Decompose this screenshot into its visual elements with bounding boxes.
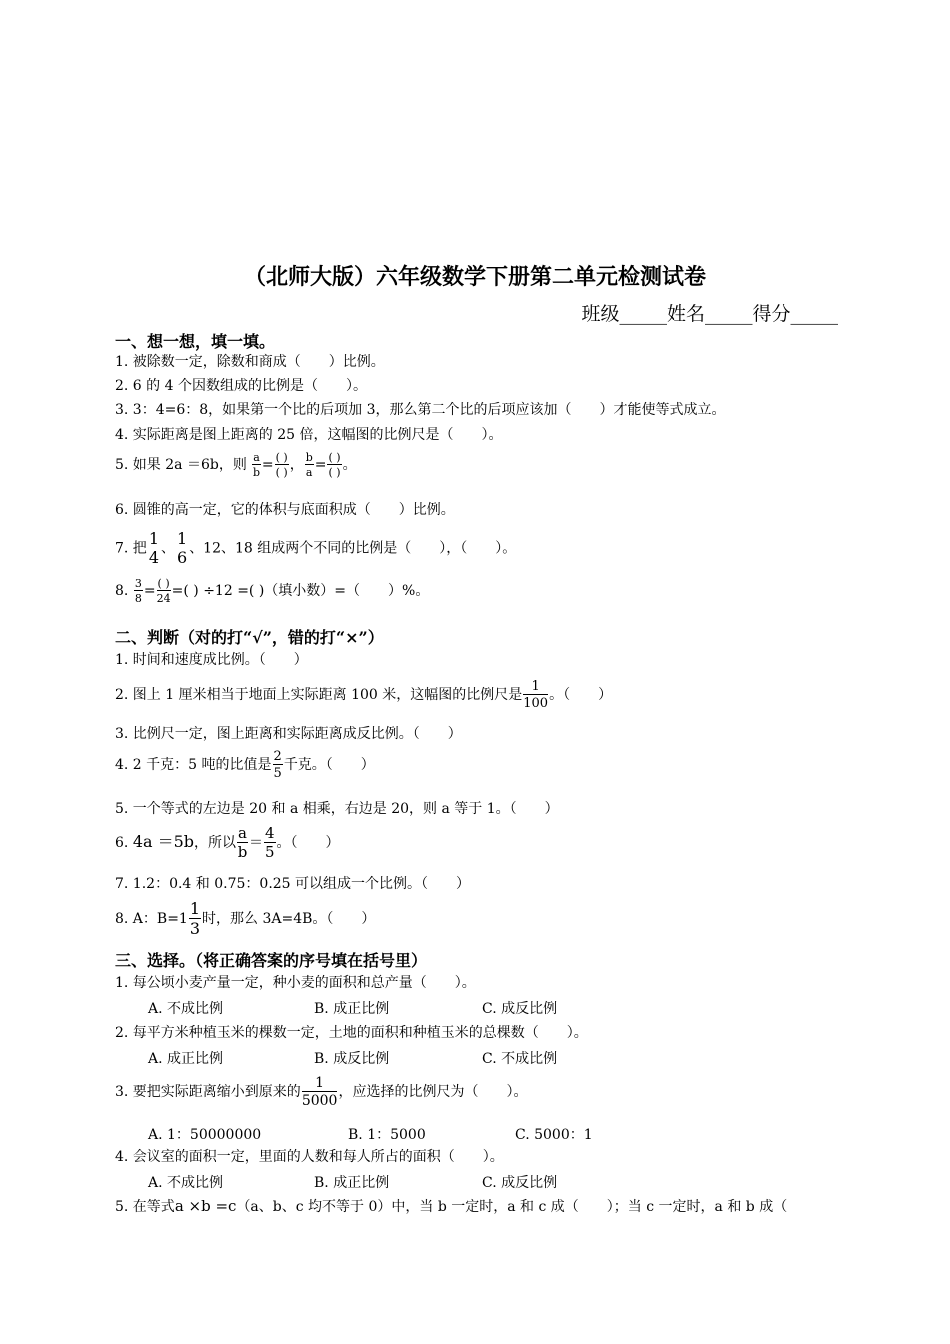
s3q5-rest: （a、b、c 均不等于 0）中，当 b 一定时，a 和 c 成（ ）；当 c 一定时，a 和 b 成（: [236, 1199, 788, 1215]
s3-question-2: 2. 每平方米种植玉米的棵数一定，土地的面积和种植玉米的总棵数（ ）。: [115, 1025, 588, 1041]
s2q6-end: 。（ ）: [276, 835, 340, 851]
s3-question-4: 4. 会议室的面积一定，里面的人数和每人所占的面积（ ）。: [115, 1149, 504, 1165]
s2-question-6: [115, 826, 340, 860]
s2-question-4: [115, 750, 375, 780]
q7-fraction-one-sixth: 1 6: [177, 529, 188, 567]
s2-question-5: 5. 一个等式的左边是 20 和 a 相乘，右边是 20，则 a 等于 1。（ ）: [115, 801, 559, 817]
s2q6-equation: 4a ＝5b: [132, 832, 195, 851]
s2q2-fraction: $\frac{1}{100}$: [523, 679, 549, 711]
q5-blank-fraction-2: $\frac{( )}{( )}$: [328, 451, 341, 479]
s3-question-5: [115, 1196, 840, 1217]
section-3-heading: 三、选择。（将正确答案的序号填在括号里）: [115, 951, 428, 970]
s3-question-1: 1. 每公顷小麦产量一定，种小麦的面积和总产量（ ）。: [115, 975, 476, 991]
s1-question-6: 6. 圆锥的高一定，它的体积与底面积成（ ）比例。: [115, 502, 455, 518]
s2q4-fraction: $\frac{2}{5}$: [273, 749, 282, 781]
q8-prefix: 8.: [115, 583, 129, 599]
s2q6-fraction-four-fifths: $\frac{4}{5}$: [265, 824, 275, 861]
s3q1-option-c: C. 成反比例: [482, 1001, 558, 1017]
s2q8-fraction: $\frac{1}{3}$: [189, 899, 201, 938]
s2q6-mid: ，所以: [194, 835, 237, 851]
s3q5-prefix: 5. 在等式: [115, 1199, 175, 1215]
s1-question-3: 3. 3：4=6：8，如果第一个比的后项加 3，那么第二个比的后项应该加（ ）才能使等式成立。: [115, 402, 726, 418]
q7-rest: 、12、18 组成两个不同的比例是（ ），（ ）。: [189, 540, 517, 557]
s3q3-end: ，应选择的比例尺为（ ）。: [338, 1084, 528, 1100]
s2-question-7: 7. 1.2：0.4 和 0.75：0.25 可以组成一个比例。（ ）: [115, 876, 471, 892]
s3q4-option-c: C. 成反比例: [482, 1175, 558, 1191]
q5-fraction-b-over-a: $\frac{b}{a}$: [305, 451, 313, 479]
s3q3-option-c: C. 5000：1: [515, 1127, 593, 1143]
page-title: （北师大版）六年级数学下册第二单元检测试卷: [243, 264, 706, 290]
s3q1-option-b: B. 成正比例: [314, 1001, 390, 1017]
s2q6-fraction-a-over-b: $\frac{a}{b}$: [237, 824, 248, 861]
s3q4-option-a: A. 不成比例: [148, 1175, 224, 1191]
s2q6-eq-sign: ＝: [249, 835, 263, 851]
q8-rest: =( ) ÷12 =( )（填小数）=（ ）%。: [171, 583, 430, 599]
s3q3-option-a: A. 1：50000000: [148, 1127, 262, 1143]
s1-question-2: 2. 6 的 4 个因数组成的比例是（ ）。: [115, 378, 367, 394]
s3q3-prefix: 3. 要把实际距离缩小到原来的: [115, 1084, 301, 1100]
s2q8-prefix: 8. A：B=1: [115, 911, 188, 927]
q5-prefix: 5. 如果: [115, 457, 161, 473]
s2q2-prefix: 2. 图上 1 厘米相当于地面上实际距离 100 米，这幅图的比例尺是: [115, 687, 523, 703]
s3q2-option-b: B. 成反比例: [314, 1051, 390, 1067]
student-info-line: 班级_____姓名_____得分_____: [581, 303, 838, 325]
q8-blank-over-24: $\frac{( )}{24}$: [156, 577, 171, 605]
s1-question-1: 1. 被除数一定，除数和商成（ ）比例。: [115, 354, 385, 370]
q7-sep: 、: [161, 540, 175, 557]
s3q4-option-b: B. 成正比例: [314, 1175, 390, 1191]
s3q2-option-c: C. 不成比例: [482, 1051, 558, 1067]
q5-comma: ，: [289, 457, 304, 473]
s2q4-prefix: 4. 2 千克：5 吨的比值是: [115, 757, 272, 773]
s3q3-option-b: B. 1：5000: [348, 1127, 426, 1143]
q5-fraction-a-over-b: $\frac{a}{b}$: [253, 451, 261, 479]
s1-question-7: [115, 531, 516, 566]
s3q2-option-a: A. 成正比例: [148, 1051, 224, 1067]
section-1-heading: 一、想一想，填一填。: [115, 332, 276, 351]
s2-question-3: 3. 比例尺一定，图上距离和实际距离成反比例。（ ）: [115, 726, 462, 742]
s2q2-end: 。（ ）: [549, 687, 613, 703]
s3q1-option-a: A. 不成比例: [148, 1001, 224, 1017]
s2-question-2: [115, 680, 612, 710]
s3-question-3: [115, 1076, 527, 1108]
q5-blank-fraction-1: $\frac{( )}{( )}$: [275, 451, 288, 479]
q8-fraction-three-eighths: $\frac{3}{8}$: [134, 577, 142, 605]
s2-question-1: 1. 时间和速度成比例。（ ）: [115, 652, 308, 668]
s1-question-4: 4. 实际距离是图上距离的 25 倍，这幅图的比例尺是（ ）。: [115, 427, 503, 443]
q7-prefix: 7. 把: [115, 540, 147, 557]
q8-eq: =: [143, 583, 156, 599]
s2-question-8: [115, 901, 375, 937]
section-2-heading: 二、判断（对的打“√”，错的打“×”）: [115, 628, 384, 647]
s2q4-end: 千克。（ ）: [283, 757, 375, 773]
q7-fraction-one-quarter: 1 4: [148, 529, 159, 567]
s1-question-8: [115, 578, 429, 604]
s3q5-equation: a ×b =c: [174, 1197, 237, 1215]
q5-eq-sign-2: =: [314, 457, 327, 473]
s3q3-fraction: $\frac{1}{5000}$: [301, 1075, 338, 1109]
s2q8-end: 时，那么 3A=4B。（ ）: [202, 911, 376, 927]
s2q6-prefix: 6.: [115, 835, 129, 851]
q5-mid: ，则: [218, 457, 247, 473]
q5-eq-sign-1: =: [261, 457, 274, 473]
q5-equation: 2a ＝6b: [165, 457, 219, 473]
s1-question-5: [115, 452, 357, 478]
q5-end: 。: [342, 457, 357, 473]
